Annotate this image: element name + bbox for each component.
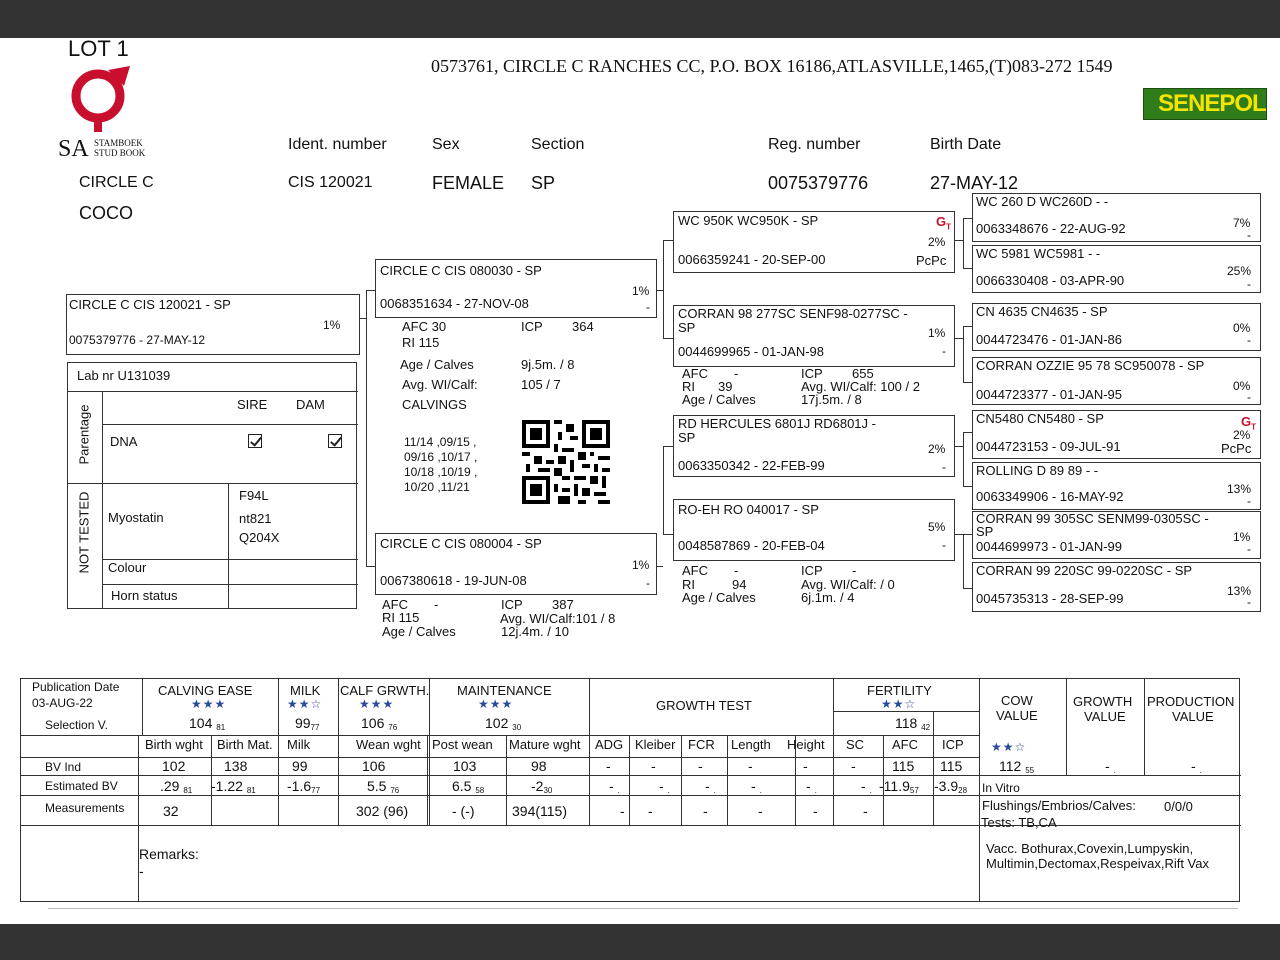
- ggp6-line2: 0063349906 - 16-MAY-92: [976, 489, 1124, 504]
- sire-col-label: SIRE: [237, 397, 268, 412]
- dam-box: [375, 533, 657, 595]
- gp2-dash: -: [942, 344, 946, 358]
- ggp-box-7: [972, 511, 1261, 559]
- measurements-label: Measurements: [45, 801, 125, 815]
- meas-mature: 394(115): [512, 803, 568, 819]
- not-tested-label: NOT TESTED: [76, 491, 92, 574]
- logo-stamboek-text: STAMBOEK: [94, 138, 143, 148]
- gp4-age-label: Age / Calves: [682, 590, 756, 605]
- gp2-ri-value: 39: [718, 379, 733, 394]
- ggp2-dash: -: [1247, 277, 1251, 291]
- meas-wean: 302 (96): [356, 803, 409, 819]
- col-afc: AFC: [892, 737, 918, 752]
- ggp3-dash: -: [1247, 333, 1251, 347]
- dam-col-label: DAM: [296, 397, 325, 412]
- col-birth-wght: Birth wght: [145, 737, 203, 752]
- ggp4-pct: 0%: [1233, 379, 1251, 393]
- bv-afc: 115: [892, 758, 915, 774]
- sire-pct: 1%: [632, 284, 650, 298]
- sel-milk: $99_{77}$: [295, 715, 320, 732]
- logo-sa-text: SA: [58, 136, 89, 162]
- ggp3-line2: 0044723476 - 01-JAN-86: [976, 332, 1122, 347]
- ggp5-line1: CN5480 CN5480 - SP: [976, 411, 1104, 426]
- dam-line1: CIRCLE C CIS 080004 - SP: [380, 536, 542, 551]
- parentage-label: Parentage: [76, 404, 92, 465]
- gp4-pct: 5%: [928, 520, 946, 534]
- sel-calving: 104 $_{81}$: [189, 715, 226, 732]
- bottom-bar: [0, 924, 1280, 960]
- bv-mature: 98: [531, 758, 547, 774]
- gp4-icp-label: ICP: [801, 563, 823, 578]
- logo-studbook-text: STUD BOOK: [94, 148, 146, 158]
- fertility-header: FERTILITY: [867, 683, 932, 698]
- bv-kleiber: -: [651, 758, 656, 774]
- myo-value-2: nt821: [239, 511, 272, 526]
- flushings-value: 0/0/0: [1164, 799, 1193, 814]
- sire-calvings-4: 10/20 ,11/21: [404, 480, 470, 494]
- col-wean-wght: Wean wght: [356, 737, 421, 752]
- ggp2-line2: 0066330408 - 03-APR-90: [976, 273, 1125, 288]
- growth-test-header: GROWTH TEST: [656, 698, 752, 713]
- col-length: Length: [731, 737, 771, 752]
- selection-label: Selection V.: [45, 718, 108, 732]
- growth-value-header-1: GROWTH: [1073, 694, 1133, 709]
- owner-line: 0573761, CIRCLE C RANCHES CC, P.O. BOX 16186,ATLASVILLE,1465,(T)083-272 1549: [431, 56, 1113, 76]
- meas-sc: -: [863, 803, 868, 819]
- ggp7-line2: 0044699973 - 01-JAN-99: [976, 539, 1122, 554]
- gp2-wi: Avg. WI/Calf: 100 / 2: [801, 379, 920, 394]
- bv-wean: 106: [362, 758, 386, 774]
- pub-date-label: Publication Date: [32, 680, 120, 694]
- self-pct: 1%: [323, 318, 341, 332]
- ggp-box-8: [972, 562, 1261, 612]
- sel-fertility: 118 $_{42}$: [895, 715, 931, 732]
- sex-value: FEMALE: [432, 173, 505, 193]
- ident-label: Ident. number: [288, 136, 387, 153]
- ggp7-line1b: SP: [976, 524, 994, 539]
- dam-icp-label: ICP: [501, 597, 523, 612]
- sire-dash: -: [646, 300, 650, 314]
- gp2-ri: RI: [682, 379, 695, 394]
- bv-ind-label: BV Ind: [45, 760, 82, 774]
- sire-wi-label: Avg. WI/Calf:: [402, 377, 478, 392]
- grandparent-box-3: [673, 415, 955, 477]
- meas-kleiber: -: [648, 803, 653, 819]
- pub-date: 03-AUG-22: [32, 696, 93, 710]
- dam-icp: 387: [552, 597, 574, 612]
- myo-value-1: F94L: [239, 488, 269, 503]
- section-label: Section: [531, 136, 585, 153]
- gp3-line1b: SP: [678, 430, 696, 445]
- col-height: Height: [787, 737, 825, 752]
- bv-fcr: -: [698, 758, 703, 774]
- bv-birth-mat: 138: [224, 758, 248, 774]
- sel-maint: 102 $_{30}$: [485, 715, 522, 732]
- est-adg: - $_.$: [609, 778, 620, 795]
- genetic-test-icon: $G_T$: [1241, 414, 1257, 432]
- gp4-icp-value: -: [852, 563, 857, 578]
- prod-value-header-1: PRODUCTION: [1147, 694, 1235, 709]
- birth-value: 27-MAY-12: [930, 173, 1019, 193]
- dam-line2: 0067380618 - 19-JUN-08: [380, 573, 527, 588]
- dam-pct: 1%: [632, 558, 650, 572]
- ggp-box-3: [972, 303, 1261, 351]
- bv-birth-wght: 102: [162, 758, 186, 774]
- col-icp: ICP: [942, 737, 964, 752]
- vacc-line2: Multimin,Dectomax,Respeivax,Rift Vax: [986, 856, 1209, 871]
- sire-wi: 105 / 7: [521, 377, 561, 392]
- meas-adg: -: [620, 803, 625, 819]
- meas-length: -: [758, 803, 763, 819]
- myostatin-label: Myostatin: [108, 510, 164, 525]
- gp1-pct: 2%: [928, 235, 946, 249]
- est-height: - $_.$: [806, 778, 817, 795]
- sire-box: [375, 259, 657, 318]
- senepol-logo: [1143, 88, 1267, 120]
- gp3-dash: -: [942, 460, 946, 474]
- est-bv-label: Estimated BV: [45, 779, 118, 793]
- remarks-label: Remarks:: [139, 846, 199, 862]
- gp4-ri-value: 94: [732, 577, 747, 592]
- sex-label: Sex: [432, 136, 460, 153]
- fertility-stars-icon: ★★☆: [881, 697, 917, 711]
- ggp8-line1: CORRAN 99 220SC 99-0220SC - SP: [976, 563, 1193, 578]
- ggp-box-5: [972, 410, 1261, 459]
- ggp-box-4: [972, 357, 1261, 405]
- calving-stars-icon: ★★★: [191, 697, 227, 711]
- calf-stars-icon: ★★★: [359, 697, 395, 711]
- gp1-line1: WC 950K WC950K - SP: [678, 213, 819, 228]
- sire-line2: 0068351634 - 27-NOV-08: [380, 296, 529, 311]
- ggp6-line1: ROLLING D 89 89 - -: [976, 463, 1099, 478]
- maintenance-header: MAINTENANCE: [457, 683, 552, 698]
- gp2-icp: 655: [852, 366, 874, 381]
- gp4-afc: AFC: [682, 563, 708, 578]
- sire-calvings-2: 09/16 ,10/17 ,: [404, 450, 478, 464]
- ggp6-dash: -: [1247, 494, 1251, 508]
- col-milk: Milk: [287, 737, 311, 752]
- ggp3-pct: 0%: [1233, 321, 1251, 335]
- ggp-box-6: [972, 462, 1261, 510]
- est-icp: $-3.9_{28}$: [934, 778, 968, 795]
- dam-age: 12j.4m. / 10: [501, 624, 569, 639]
- reg-value: 0075379776: [768, 173, 869, 193]
- gp2-pct: 1%: [928, 326, 946, 340]
- est-birth-mat: -1.22 $_{81}$: [211, 778, 256, 795]
- ggp4-line2: 0044723377 - 01-JAN-95: [976, 387, 1122, 402]
- sire-age: 9j.5m. / 8: [521, 357, 575, 372]
- gp2-afc-value: -: [734, 366, 739, 381]
- meas-fcr: -: [703, 803, 708, 819]
- bv-milk: 99: [292, 758, 308, 774]
- dna-sire-checkbox: [248, 434, 262, 448]
- footer-divider: [48, 908, 1238, 909]
- est-mature: $-2_{30}$: [531, 778, 553, 795]
- col-fcr: FCR: [688, 737, 715, 752]
- section-value: SP: [531, 173, 556, 193]
- gp4-wi: Avg. WI/Calf: / 0: [801, 577, 895, 592]
- gp4-line2: 0048587869 - 20-FEB-04: [678, 538, 825, 553]
- est-post-wean: 6.5 $_{58}$: [452, 778, 485, 795]
- col-birth-mat: Birth Mat.: [217, 737, 273, 752]
- ggp4-dash: -: [1247, 390, 1251, 404]
- dam-ri: RI 115: [382, 610, 420, 625]
- est-birth-wght: .29 $_{81}$: [160, 778, 193, 795]
- ggp1-line1: WC 260 D WC260D - -: [976, 194, 1109, 209]
- ggp2-pct: 25%: [1227, 264, 1252, 278]
- sire-age-label: Age / Calves: [400, 357, 474, 372]
- dna-label: DNA: [110, 434, 138, 449]
- est-wean: 5.5 $_{76}$: [367, 778, 400, 795]
- meas-birth-wght: 32: [163, 803, 179, 819]
- ggp-box-1: [972, 193, 1261, 242]
- sire-calvings-3: 10/18 ,10/19 ,: [404, 465, 478, 479]
- gp4-afc-value: -: [734, 563, 739, 578]
- bv-table: [20, 678, 1240, 902]
- est-sc: - $_.$: [861, 778, 872, 795]
- col-adg: ADG: [595, 737, 624, 752]
- horn-label: Horn status: [111, 588, 178, 603]
- self-box: [66, 294, 360, 355]
- bv-post-wean: 103: [453, 758, 477, 774]
- gp1-tag: PcPc: [916, 253, 947, 268]
- col-kleiber: Kleiber: [635, 737, 676, 752]
- animal-name-1: CIRCLE C: [79, 174, 154, 191]
- colour-label: Colour: [108, 560, 147, 575]
- growth-bv-value: - $_.$: [1105, 758, 1116, 775]
- dna-dam-checkbox: [328, 434, 342, 448]
- sire-ri: RI 115: [402, 335, 440, 350]
- gp2-line1: CORRAN 98 277SC SENF98-0277SC -: [678, 306, 908, 321]
- remarks-value: -: [139, 863, 144, 879]
- est-fcr: - $_.$: [705, 778, 716, 795]
- dam-wi: Avg. WI/Calf:101 / 8: [500, 611, 616, 626]
- flushings-label: Flushings/Embrios/Calves:: [982, 798, 1136, 813]
- bv-icp: 115: [940, 758, 963, 774]
- gp3-pct: 2%: [928, 442, 946, 456]
- ggp3-line1: CN 4635 CN4635 - SP: [976, 304, 1108, 319]
- sa-studbook-logo-icon: [68, 64, 134, 136]
- ggp8-pct: 13%: [1227, 584, 1252, 598]
- gp3-line1: RD HERCULES 6801J RD6801J -: [678, 416, 876, 431]
- calving-ease-header: CALVING EASE: [158, 683, 253, 698]
- ggp5-tag: PcPc: [1221, 441, 1252, 456]
- reg-label: Reg. number: [768, 136, 861, 153]
- ggp6-pct: 13%: [1227, 482, 1252, 496]
- self-line2: 0075379776 - 27-MAY-12: [69, 333, 206, 347]
- grandparent-box-1: [673, 211, 955, 273]
- lab-box: [67, 362, 357, 609]
- col-post-wean: Post wean: [432, 737, 493, 752]
- cow-value-header-1: COW: [1001, 693, 1033, 708]
- gp2-age-label: Age / Calves: [682, 392, 756, 407]
- birth-label: Birth Date: [930, 136, 1002, 153]
- ident-value: CIS 120021: [288, 174, 373, 191]
- ggp5-pct: 2%: [1233, 428, 1251, 442]
- dam-afc: AFC: [382, 597, 408, 612]
- ggp7-line1: CORRAN 99 305SC SENM99-0305SC -: [976, 511, 1209, 526]
- col-sc: SC: [846, 737, 865, 752]
- calf-growth-header: CALF GRWTH.: [340, 683, 430, 698]
- vacc-line1: Vacc. Bothurax,Covexin,Lumpyskin,: [986, 841, 1194, 856]
- col-mature-wght: Mature wght: [509, 737, 581, 752]
- lab-nr: Lab nr U131039: [77, 368, 171, 383]
- gp4-dash: -: [942, 538, 946, 552]
- gp2-line2: 0044699965 - 01-JAN-98: [678, 344, 824, 359]
- maint-stars-icon: ★★★: [478, 697, 514, 711]
- dam-dash: -: [646, 576, 650, 590]
- tests-value: Tests: TB,CA: [981, 815, 1057, 830]
- ggp8-dash: -: [1247, 595, 1251, 609]
- meas-height: -: [813, 803, 818, 819]
- senepol-logo-text: SENEPOL: [1158, 90, 1266, 117]
- bv-length: -: [748, 758, 753, 774]
- sire-line1: CIRCLE C CIS 080030 - SP: [380, 263, 542, 278]
- qr-code-icon: [522, 420, 610, 504]
- genetic-test-icon: $G_T$: [936, 214, 952, 232]
- gp2-line1b: SP: [678, 320, 696, 335]
- prod-bv-value: - $_.$: [1191, 758, 1202, 775]
- est-kleiber: - $_.$: [659, 778, 670, 795]
- gp2-icp-label: ICP: [801, 366, 823, 381]
- cow-bv-value: 112 $_{55}$: [999, 758, 1035, 775]
- bv-sc: -: [851, 758, 856, 774]
- milk-stars-icon: ★★☆: [287, 697, 323, 711]
- animal-name-2: COCO: [79, 203, 133, 223]
- gp2-afc: AFC: [682, 366, 708, 381]
- gp2-age: 17j.5m. / 8: [801, 392, 862, 407]
- growth-value-header-2: VALUE: [1084, 709, 1126, 724]
- est-length: - $_.$: [751, 778, 762, 795]
- myo-value-3: Q204X: [239, 530, 280, 545]
- bv-adg: -: [606, 758, 611, 774]
- ggp4-line1: CORRAN OZZIE 95 78 SC950078 - SP: [976, 358, 1205, 373]
- grandparent-box-4: [673, 499, 955, 561]
- milk-header: MILK: [290, 683, 321, 698]
- est-afc: $-11.9_{57}$: [879, 778, 919, 795]
- dam-afc-value: -: [434, 597, 439, 612]
- ggp-box-2: [972, 245, 1261, 293]
- est-milk: $-1.6_{77}$: [287, 778, 321, 795]
- ggp1-pct: 7%: [1233, 216, 1251, 230]
- dam-age-label: Age / Calves: [382, 624, 456, 639]
- lot-number: LOT 1: [68, 36, 129, 61]
- ggp7-pct: 1%: [1233, 530, 1251, 544]
- in-vitro-label: In Vitro: [982, 781, 1020, 795]
- gp3-line2: 0063350342 - 22-FEB-99: [678, 458, 825, 473]
- sire-calvings-1: 11/14 ,09/15 ,: [404, 435, 477, 449]
- cow-stars-icon: ★★☆: [991, 740, 1027, 754]
- gp4-ri: RI: [682, 577, 695, 592]
- ggp1-line2: 0063348676 - 22-AUG-92: [976, 221, 1126, 236]
- meas-post-wean: - (-): [452, 803, 475, 819]
- ggp7-dash: -: [1247, 542, 1251, 556]
- gp4-line1: RO-EH RO 040017 - SP: [678, 502, 819, 517]
- top-bar: [0, 0, 1280, 38]
- sire-calvings-label: CALVINGS: [402, 397, 467, 412]
- ggp5-line2: 0044723153 - 09-JUL-91: [976, 439, 1121, 454]
- self-line1: CIRCLE C CIS 120021 - SP: [69, 297, 231, 312]
- ggp2-line1: WC 5981 WC5981 - -: [976, 246, 1101, 261]
- ggp1-dash: -: [1247, 228, 1251, 242]
- bv-height: -: [803, 758, 808, 774]
- gp1-line2: 0066359241 - 20-SEP-00: [678, 252, 826, 267]
- cow-value-header-2: VALUE: [996, 708, 1038, 723]
- sire-icp: 364: [572, 319, 594, 334]
- sire-icp-label: ICP: [521, 319, 543, 334]
- sire-afc: AFC 30: [402, 319, 447, 334]
- ggp8-line2: 0045735313 - 28-SEP-99: [976, 591, 1124, 606]
- grandparent-box-2: [673, 305, 955, 367]
- gp4-age: 6j.1m. / 4: [801, 590, 855, 605]
- sel-calf: 106 $_{76}$: [361, 715, 398, 732]
- prod-value-header-2: VALUE: [1172, 709, 1214, 724]
